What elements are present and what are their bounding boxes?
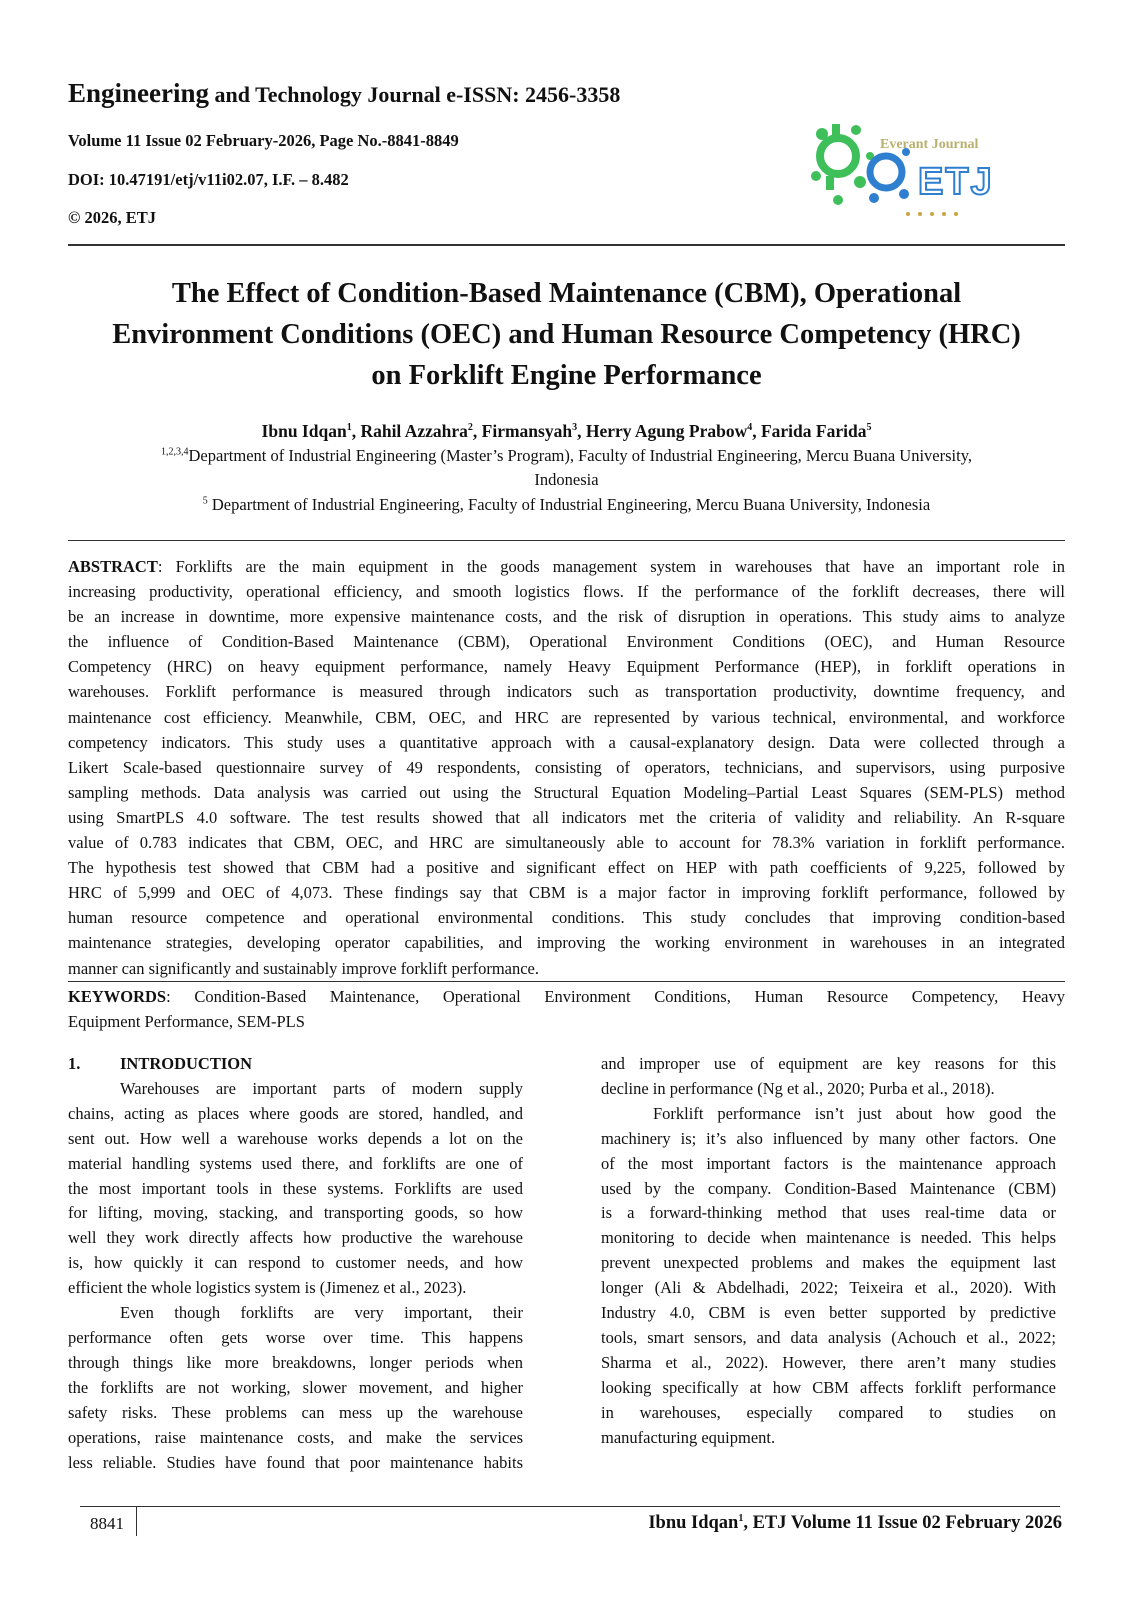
paragraph-line: of the most important factors is the maintenance approach xyxy=(601,1153,1056,1173)
paragraph-line: Warehouses are important parts of modern supply xyxy=(120,1078,523,1098)
logo-text: ETJ xyxy=(918,161,994,203)
paragraph-line: efficient the whole logistics system is (Jimenez et al., 2023). xyxy=(68,1278,467,1298)
paragraph-line: operations, raise maintenance costs, and make the services xyxy=(68,1427,523,1447)
logo-top-text: Everant Journal xyxy=(880,137,979,152)
author-sup: 2 xyxy=(467,422,473,434)
etj-logo-graphic xyxy=(808,116,1008,226)
abstract-line: competency indicators. This study uses a quantitative approach with a causal-explanatory design. Data were collected through a xyxy=(68,732,1065,752)
paragraph-line: sent out. How well a warehouse works depends a lot on the xyxy=(68,1128,523,1148)
abstract-line: the influence of Condition-Based Maintenance (CBM), Operational Environment Conditions (OEC), and Human Resource xyxy=(68,632,1065,652)
affiliation-sup: 5 xyxy=(202,495,208,507)
paragraph-line: manufacturing equipment. xyxy=(601,1427,776,1447)
paragraph-line: decline in performance (Ng et al., 2020; Purba et al., 2018). xyxy=(601,1078,995,1098)
paragraph-line: is, how quickly it can respond to customer needs, and how xyxy=(68,1253,523,1273)
journal-name-lead: Engineering xyxy=(68,78,210,108)
title-line: on Forklift Engine Performance xyxy=(371,360,762,391)
paragraph-line: material handling systems used there, and forklifts are one of xyxy=(68,1153,523,1173)
affiliation-1 xyxy=(60,446,1073,466)
author-name: Rahil Azzahra xyxy=(360,421,468,441)
abstract-line: increasing productivity, operational efficiency, and smooth logistics flows. If the performance of the forklift decreases, there will xyxy=(68,582,1065,602)
paragraph-line: Forklift performance isn’t just about how good the xyxy=(653,1103,1056,1123)
abstract-line: value of 0.783 indicates that CBM, OEC, and HRC are simultaneously able to account for 78.3% variation in forklift performance. xyxy=(68,833,1065,853)
abstract xyxy=(68,554,1065,981)
paragraph-line: performance often gets worse over time. This happens xyxy=(68,1327,523,1347)
paragraph-line: machinery is; it’s also influenced by many other factors. One xyxy=(601,1128,1056,1148)
abstract-line: maintenance strategies, developing operator capabilities, and improving the working environment in warehouses in an integrated xyxy=(68,933,1065,953)
affiliation-text: Department of Industrial Engineering, Faculty of Industrial Engineering, Mercu Buana University, Indonesia xyxy=(207,495,931,514)
abstract-top-rule xyxy=(68,540,1065,541)
journal-logo xyxy=(808,116,1008,226)
footer-author-sup: 1 xyxy=(738,1512,744,1524)
keywords-label: KEYWORDS xyxy=(68,987,167,1006)
abstract-label: ABSTRACT xyxy=(68,557,158,576)
author-name: Firmansyah xyxy=(481,421,573,441)
affiliation-sup: 1,2,3,4 xyxy=(160,446,189,458)
author-name: Farida Farida xyxy=(760,421,867,441)
page-number: 8841 xyxy=(90,1514,124,1533)
author-name: Herry Agung Prabow xyxy=(585,421,748,441)
section-title: INTRODUCTION xyxy=(120,1054,253,1073)
volume-info: Volume 11 Issue 02 February-2026, Page No.-8841-8849 xyxy=(68,131,459,150)
paragraph-line: in warehouses, especially compared to studies on xyxy=(601,1402,1056,1422)
journal-name xyxy=(68,78,620,109)
author-sup: 4 xyxy=(747,422,753,434)
abstract-line: human resource competence and operational environmental conditions. This study concludes that improving condition-based xyxy=(68,908,1065,928)
abstract-line: maintenance cost efficiency. Meanwhile, CBM, OEC, and HRC are represented by various technical, environmental, and workforce xyxy=(68,707,1065,727)
title-line: Environment Conditions (OEC) and Human Resource Competency (HRC) xyxy=(112,319,1021,350)
running-footer xyxy=(648,1513,1062,1534)
author-sup: 5 xyxy=(866,422,872,434)
abstract-line: The hypothesis test showed that CBM had a positive and significant effect on HEP with path coefficients of 9,225, followed by xyxy=(68,858,1065,878)
footer-divider xyxy=(136,1506,137,1536)
keywords-line: KEYWORDS: Condition-Based Maintenance, Operational Environment Conditions, Human Resource Competency, Heavy xyxy=(68,987,1065,1006)
author-sup: 3 xyxy=(572,422,578,434)
paragraph-line: through things like more breakdowns, longer periods when xyxy=(68,1352,523,1372)
paragraph-line: for lifting, moving, stacking, and transporting goods, so how xyxy=(68,1203,523,1223)
paragraph-line: the most important tools in these systems. Forklifts are used xyxy=(68,1178,523,1198)
abstract-line: HRC of 5,999 and OEC of 4,073. These findings say that CBM is a major factor in improving forklift performance, followed by xyxy=(68,883,1065,903)
paragraph-line: monitoring to decide when maintenance is needed. This helps xyxy=(601,1228,1056,1248)
abstract-line: manner can significantly and sustainably improve forklift performance. xyxy=(68,958,540,978)
section-number: 1. xyxy=(68,1054,81,1073)
paragraph-line: used by the company. Condition-Based Maintenance (CBM) xyxy=(601,1178,1056,1198)
section-heading xyxy=(68,1052,523,1077)
abstract-line: ABSTRACT: Forklifts are the main equipment in the goods management system in warehouses that have an important role in xyxy=(68,557,1065,576)
author-sup: 1 xyxy=(346,422,352,434)
header-rule xyxy=(68,244,1065,246)
keywords xyxy=(68,984,1065,1034)
abstract-line: warehouses. Forklift performance is measured through indicators such as transportation productivity, downtime frequency, and xyxy=(68,682,1065,702)
right-column xyxy=(601,1052,1056,1451)
abstract-line: Likert Scale-based questionnaire survey of 49 respondents, consisting of operators, technicians, and supervisors, using purposive xyxy=(68,757,1065,777)
title-line: The Effect of Condition-Based Maintenance (CBM), Operational xyxy=(171,278,962,309)
left-column xyxy=(68,1052,523,1475)
paragraph-line: the forklifts are not working, slower movement, and higher xyxy=(68,1377,523,1397)
doi-info: DOI: 10.47191/etj/v11i02.07, I.F. – 8.482 xyxy=(68,170,349,189)
paragraph-line: is a forward-thinking method that uses real-time data or xyxy=(601,1203,1056,1223)
author-list: Ibnu Idqan$^1$, Rahil Azzahra$^2$, Firmansyah$^3$, Herry Agung Prabow$^4$, Farida Farida$^5$ xyxy=(261,421,872,441)
keywords-rule xyxy=(68,981,1065,982)
affiliation-2 xyxy=(60,495,1073,515)
paragraph-line: longer (Ali & Abdelhadi, 2022; Teixeira et al., 2020). With xyxy=(601,1278,1056,1298)
paragraph-line: and improper use of equipment are key reasons for this xyxy=(601,1054,1056,1073)
paragraph-line: chains, acting as places where goods are stored, handled, and xyxy=(68,1103,523,1123)
abstract-line: using SmartPLS 4.0 software. The test results showed that all indicators met the criteria of validity and reliability. An R-square xyxy=(68,807,1065,827)
author-name: Ibnu Idqan xyxy=(261,421,347,441)
paragraph-line: tools, smart sensors, and data analysis (Achouch et al., 2022; xyxy=(601,1327,1056,1347)
abstract-line: sampling methods. Data analysis was carried out using the Structural Equation Modeling–Partial Least Squares (SEM-PLS) method xyxy=(68,782,1065,802)
footer-author: Ibnu Idqan xyxy=(648,1513,739,1533)
footer-rule xyxy=(80,1506,1060,1507)
affiliation-1-country: Indonesia xyxy=(534,470,599,489)
copyright: © 2026, ETJ xyxy=(68,208,156,227)
footer-journal: , ETJ Volume 11 Issue 02 February 2026 xyxy=(743,1513,1062,1533)
abstract-line: Competency (HRC) on heavy equipment performance, namely Heavy Equipment Performance (HEP), in forklift operations in xyxy=(68,657,1065,677)
paragraph-line: Industry 4.0, CBM is even better supported by predictive xyxy=(601,1303,1056,1323)
paragraph-line: well they work directly affects how productive the warehouse xyxy=(68,1228,523,1248)
abstract-line: be an increase in downtime, more expensive maintenance costs, and the risk of disruption in operations. This study aims to analyze xyxy=(68,607,1065,627)
keywords-line: Equipment Performance, SEM-PLS xyxy=(68,1012,305,1032)
paragraph-line: less reliable. Studies have found that poor maintenance habits xyxy=(68,1452,523,1472)
paragraph-line: looking specifically at how CBM affects forklift performance xyxy=(601,1377,1056,1397)
paper-title xyxy=(60,273,1073,396)
paragraph-line: Sharma et al., 2022). However, there aren’t many studies xyxy=(601,1352,1056,1372)
paragraph-line: prevent unexpected problems and makes the equipment last xyxy=(601,1253,1056,1273)
paragraph-line: safety risks. These problems can mess up the warehouse xyxy=(68,1402,523,1422)
affiliation-text: Department of Industrial Engineering (Master’s Program), Faculty of Industrial Engineering, Mercu Buana University, xyxy=(188,446,973,465)
journal-name-rest: and Technology Journal e-ISSN: 2456-3358 xyxy=(209,82,621,107)
paragraph-line: Even though forklifts are very important, their xyxy=(120,1303,523,1323)
